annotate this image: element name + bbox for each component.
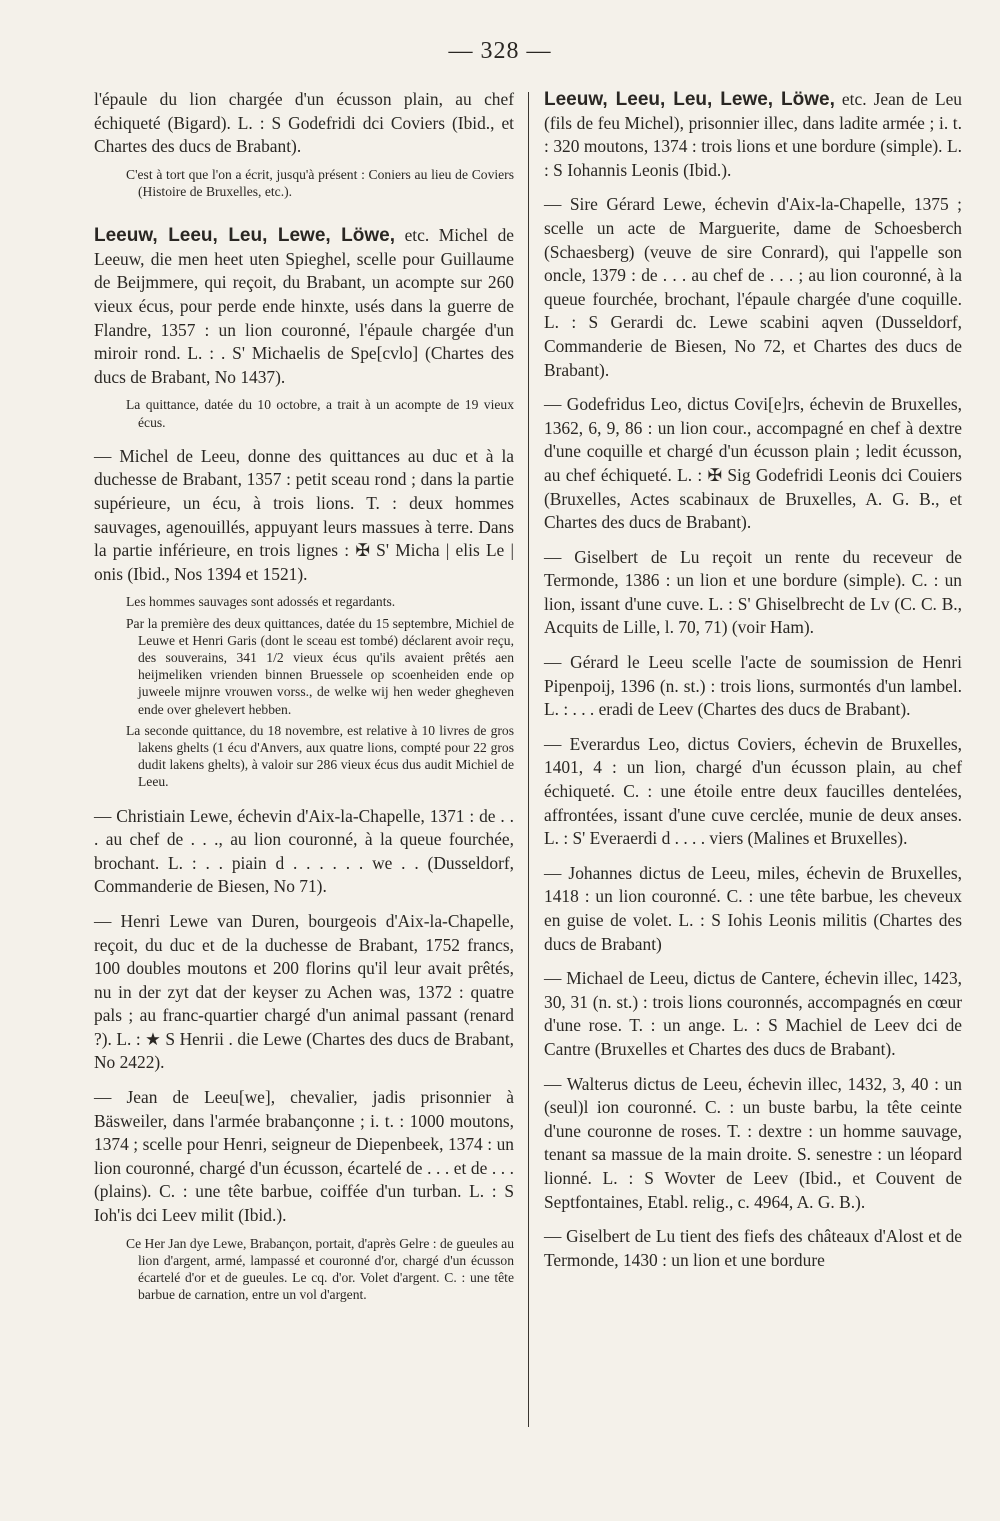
right-entry-gerard-le-leeu: — Gérard le Leeu scelle l'acte de soumission de Henri Pipenpoij, 1396 (n. st.) : trois lions, surmontés d'un lambel. L. : . . . eradi de Leev (Chartes des ducs de Brabant).	[544, 652, 962, 720]
right-entry-michael: — Michael de Leeu, dictus de Cantere, échevin illec, 1423, 30, 31 (n. st.) : trois lions couronnés, accompagnés en cœur d'une rose. T. : un ange. L. : S Machiel de Leev dci de Cantre (Bruxelles et Chartes des ducs de Brabant).	[544, 968, 962, 1059]
right-entry-godefridus: — Godefridus Leo, dictus Covi[e]rs, échevin de Bruxelles, 1362, 6, 9, 86 : un lion cour., accompagné en chef à dextre d'une coquille et chargé d'un écusson plain ; ledit écusson, au chef échiqueté. L. : ✠ Sig Godefridi Leonis dci Couiers (Bruxelles, Actes scabinaux de Bruxelles, A. G. B., et Chartes des ducs de Brabant).	[544, 394, 962, 533]
right-entry-everardus: — Everardus Leo, dictus Coviers, échevin de Bruxelles, 1401, 4 : un lion, chargé d'un écusson plain, au chef échiqueté. C. : une étoile entre deux faucilles dentelées, affrontées, issant d'une cuve cerclée, munie de deux anses. L. : S' Everaerdi d . . . . viers (Malines et Bruxelles).	[544, 733, 962, 849]
left-entry-jean: — Jean de Leeu[we], chevalier, jadis prisonnier à Bäsweiler, dans l'armée brabançonne ; i. t. : 1000 moutons, 1374 ; scelle pour Henri, seigneur de Diepenbeek, 1374 : un lion couronné, chargé d'un écusson, écartelé de . . . et de . . . (plains). C. : une tête barbue, coiffée d'un turban. L. : S Ioh'is dci Leev milit (Ibid.).	[94, 1087, 514, 1226]
right-entry-johannes: — Johannes dictus de Leeu, miles, échevin de Bruxelles, 1418 : un lion couronné. C. : une tête barbue, les cheveux en guise de volet. L. : S Iohis Leonis militis (Chartes des ducs de Brabant)	[544, 862, 962, 954]
right-entry-jean-de-leu	[544, 88, 962, 182]
right-entry-walterus: — Walterus dictus de Leeu, échevin illec, 1432, 3, 40 : un (seul)l ion couronné. C. : un buste barbu, la tête ceinte d'une couronne de roses. T. : dextre : un homme sauvage, tenant sa massue de la main droite. S. senestre : un léopard lionné. L. : S Wovter de Leev (Ibid., et Couvent de Septfontaines, Etabl. relig., c. 4964, A. G. B.).	[544, 1073, 962, 1212]
page-number: — 328 —	[448, 38, 552, 64]
column-divider	[528, 92, 529, 1427]
entry-heading: Leeuw, Leeu, Leu, Lewe, Löwe,	[94, 225, 395, 247]
left-note-1: C'est à tort que l'on a écrit, jusqu'à présent : Coniers au lieu de Coviers (Histoire de Bruxelles, etc.).	[126, 166, 514, 199]
left-note-4: Par la première des deux quittances, datée du 15 septembre, Michiel de Leuwe et Henri Garis (dont le sceau est tombé) déclarent avoir reçu, des souverains, 341 1/2 vieux écus qu'ils avaient prêtés aen heijmeliken vrienden binnen Bruessele op scoenheiden ende op juweele mijnre vrouwen vorss., de welke wij hen weder gheghevеn ende over ghelevert hebben.	[126, 615, 514, 717]
left-note-6: Ce Her Jan dye Lewe, Brabançon, portait, d'après Gelre : de gueules au lion d'argent, armé, lampassé et couronné d'or, chargé d'un écusson écartelé d'or et de gueules. Le cq. d'or. Volet d'argent. C. : une tête barbue de carnation, entre un vol d'argent.	[126, 1235, 514, 1303]
left-note-5: La seconde quittance, du 18 novembre, est relative à 10 livres de gros lakens ghelts (1 écu d'Anvers, aux quatre lions, compté pour 22 gros dudit lakens ghelts), à valoir sur 286 vieux écus dus audit Michiel de Leeu.	[126, 722, 514, 790]
left-entry-leeuw	[94, 224, 514, 389]
right-column	[544, 88, 962, 1283]
left-paragraph-1: l'épaule du lion chargée d'un écusson plain, au chef échiqueté (Bigard). L. : S Godefridi dci Coviers (Ibid., et Chartes des ducs de Brabant).	[94, 89, 514, 157]
right-entry-giselbert-1430: — Giselbert de Lu tient des fiefs des châteaux d'Alost et de Termonde, 1430 : un lion et une bordure	[544, 1226, 962, 1270]
left-entry-christiain: — Christiain Lewe, échevin d'Aix-la-Chapelle, 1371 : de . . . au chef de . . ., au lion couronné, à la queue fourchée, brochant. L. : . . piain d . . . . . . we . . (Dusseldorf, Commanderie de Biesen, No 71).	[94, 805, 514, 897]
right-entry-giselbert-1386: — Giselbert de Lu reçoit un rente du receveur de Termonde, 1386 : un lion et une bordure (simple). C. : un lion, issant d'une cuve. L. : S' Ghiselbrecht de Lv (C. C. B., Acquits de Lille, l. 70, 71) (voir Ham).	[544, 546, 962, 638]
left-note-3: Les hommes sauvages sont adossés et regardants.	[126, 594, 396, 610]
left-note-2: La quittance, datée du 10 octobre, a trait à un acompte de 19 vieux écus.	[126, 397, 514, 430]
right-entry-gerard-lewe: — Sire Gérard Lewe, échevin d'Aix-la-Chapelle, 1375 ; scelle un acte de Marguerite, dame de Schoesberch (Schaesberg) (veuve de sire Conrard), qui l'appelle son oncle, 1379 : de . . . au chef de . . . ; au lion couronné, à la queue fourchée, brochant, l'épaule chargée d'une coquille. L. : S Gerardi dc. Lewe scabini aqven (Dusseldorf, Commanderie de Biesen, No 72, et Chartes des ducs de Brabant).	[544, 194, 962, 380]
left-column	[94, 88, 514, 1317]
entry-heading: Leeuw, Leeu, Leu, Lewe, Löwe,	[544, 89, 835, 110]
left-entry-michel: — Michel de Leeu, donne des quittances au duc et à la duchesse de Brabant, 1357 : petit sceau rond ; dans la partie supérieure, un écu, à trois lions. T. : deux hommes sauvages, agenouillés, appuyant leurs massues à terre. Dans la partie inférieure, en trois lignes : ✠ S' Micha | elis Le | onis (Ibid., Nos 1394 et 1521).	[94, 445, 514, 584]
entry-body: etc. Michel de Leeuw, die men heet uten Spieghel, scelle pour Guillaume de Beijmmere, qui reçoit, du Brabant, un acompte sur 260 vieux écus, pour perde ende hinxte, usés dans la guerre de Flandre, 1357 : un lion couronné, l'épaule chargée d'un miroir rond. L. : . S' Michaelis de Spe[cvlo] (Chartes des ducs de Brabant, No 1437).	[94, 225, 514, 387]
left-entry-henri: — Henri Lewe van Duren, bourgeois d'Aix-la-Chapelle, reçoit, du duc et de la duchesse de Brabant, 1752 francs, 100 doubles moutons et 200 florins qu'il leur avait prêtés, nu in der zyt dat der keyser zu Achen was, 1372 : quatre pals ; au franc-quartier chargé d'un animal passant (renard ?). L. : ★ S Henrii . die Lewe (Chartes des ducs de Brabant, No 2422).	[94, 910, 514, 1073]
entry-body: etc. Jean de Leu (fils de feu Michel), prisonnier illec, dans ladite armée ; i. t. : 320 moutons, 1374 : trois lions et une bordure (simple). L. : S Iohannis Leonis (Ibid.).	[544, 89, 962, 180]
